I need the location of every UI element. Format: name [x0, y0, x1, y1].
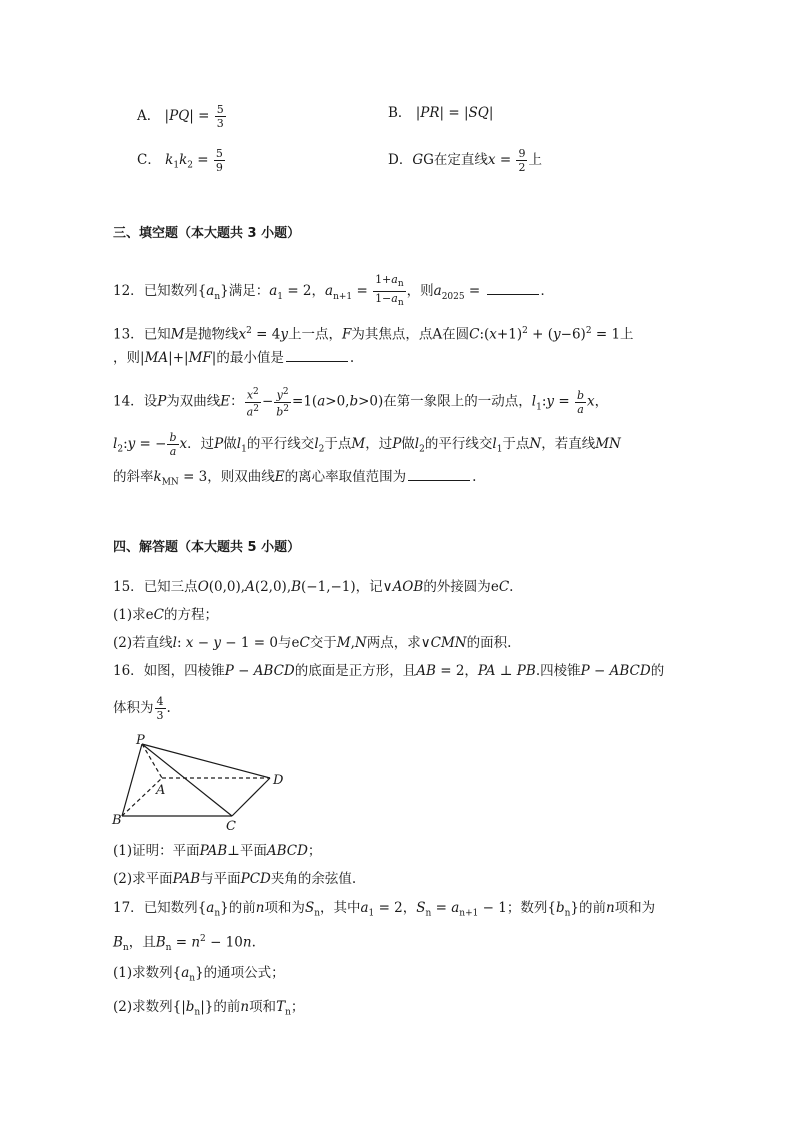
option-d-text: G在定直线	[423, 152, 488, 168]
question-14: 14．设P为双曲线E： $\frac{x^2}{a^2}$ − $\frac{y^2}{b^2}$ =1(a>0,b>0)在第一象限上的一动点，$l_1:y$ = $\frac{b}{a}$ x，	[113, 387, 609, 419]
question-15-part-1: (1)求eC的方程；	[113, 607, 218, 623]
option-a-letter: A．	[137, 108, 161, 124]
question-16-part-1: (1)证明：平面PAB⊥平面ABCD；	[113, 843, 322, 859]
edge-pb	[122, 744, 142, 816]
option-c-math: $k_1k_2$ = $\frac{5}{9}$	[165, 147, 223, 174]
edge-pd	[142, 744, 270, 778]
question-17-part-1: (1)求数列$\{a_n\}$的通项公式；	[113, 965, 285, 984]
option-d-math: x = $\frac{9}{2}$	[487, 147, 526, 174]
edge-cd	[232, 778, 270, 816]
question-15-part-2: (2)若直线l: x − y − 1 = 0与eC交于M,N两点，求∨CMN的面积.	[113, 635, 512, 651]
option-a-math: |PQ| = $\frac{5}{3}$	[164, 103, 224, 130]
question-15: 15．已知三点O(0,0),A(2,0),B(−1,−1)，记∨AOB的外接圆为eC.	[113, 579, 514, 595]
section-3-heading: 三、填空题（本大题共 3 小题）	[113, 226, 301, 241]
option-d-text-after: 上	[528, 152, 542, 168]
option-b-math: |PR| = |SQ|	[415, 105, 494, 121]
section-4-heading: 四、解答题（本大题共 5 小题）	[113, 540, 301, 555]
label-d: D	[273, 773, 284, 788]
option-b[interactable]	[388, 103, 493, 123]
question-14-line-3: 的斜率$k_{MN} = 3$，则双曲线E的离心率取值范围为 .	[113, 469, 477, 488]
answer-blank-14[interactable]	[408, 468, 470, 481]
label-p: P	[136, 733, 145, 748]
question-17: 17．已知数列$\{a_n\}$的前n项和为$S_n$，其中$a_1 = 2$，$S_n = a_{n+1} - 1$；数列$\{b_n\}$的前n项和为	[113, 900, 656, 919]
edge-pc	[142, 744, 232, 816]
option-a[interactable]	[137, 103, 227, 130]
option-d-letter: D．	[388, 152, 413, 168]
option-d-math-g: G	[412, 152, 424, 168]
option-d[interactable]	[388, 147, 542, 174]
question-12: 12．已知数列$\{a_n\}$满足：$a_1 = 2$，$a_{n+1}$ = $\frac{1+a_n}{1-a_n}$ ，则$a_{2025}$ = ．	[113, 273, 555, 309]
pyramid-figure	[110, 732, 295, 832]
question-16: 16．如图，四棱锥P − ABCD的底面是正方形，且AB = 2，PA ⊥ PB.四棱锥P − ABCD的	[113, 663, 665, 679]
question-14-line-2: $l_2:y$ = − $\frac{b}{a}$ x．过P做$l_1$的平行线交$l_2$于点M，过P做$l_2$的平行线交$l_1$于点N，若直线MN	[113, 431, 621, 458]
option-b-letter: B．	[388, 105, 412, 121]
question-17-part-2: (2)求数列$\{|b_n|\}$的前n项和$T_n$；	[113, 999, 305, 1018]
question-16-line-2: 体积为 $\frac{4}{3}$ .	[113, 695, 171, 722]
option-c[interactable]	[137, 147, 226, 176]
label-b: B	[112, 813, 122, 828]
question-16-part-2: (2)求平面PAB与平面PCD夹角的余弦值.	[113, 871, 357, 887]
option-c-letter: C．	[137, 152, 161, 168]
question-13: 13．已知M是抛物线$x^2 = 4y$上一点，F为其焦点，点A在圆$C:(x+1)^2 + (y-6)^2 = 1$上	[113, 326, 634, 343]
question-17-line-2: $B_n$，且$B_n = n^2 - 10n$.	[113, 934, 256, 954]
answer-blank-12[interactable]	[487, 282, 539, 295]
answer-blank-13[interactable]	[286, 349, 348, 362]
label-c: C	[226, 819, 236, 832]
question-13-line-2: ，则|MA|+|MF|的最小值是 .	[113, 350, 355, 366]
label-a: A	[156, 783, 166, 798]
